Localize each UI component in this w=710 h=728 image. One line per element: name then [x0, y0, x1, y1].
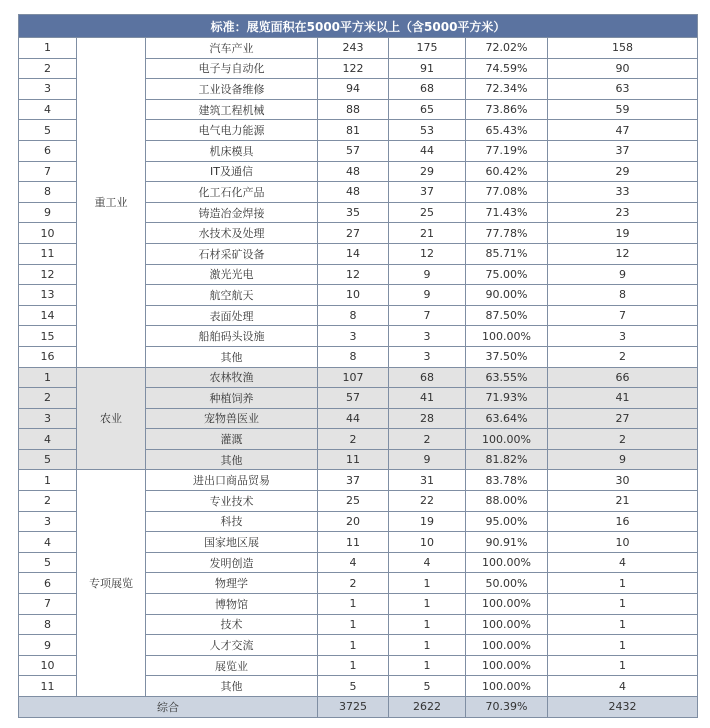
percentage: 100.00% — [466, 635, 548, 656]
percentage: 71.43% — [466, 202, 548, 223]
percentage: 72.34% — [466, 79, 548, 100]
value-b: 12 — [389, 243, 466, 264]
value-a: 3 — [318, 326, 389, 347]
value-b: 9 — [389, 285, 466, 306]
percentage: 71.93% — [466, 388, 548, 409]
value-b: 2 — [389, 429, 466, 450]
category-cell: 专项展览 — [77, 470, 146, 697]
value-a: 107 — [318, 367, 389, 388]
industry-name: 水技术及处理 — [146, 223, 318, 244]
industry-name: 技术 — [146, 614, 318, 635]
percentage: 100.00% — [466, 429, 548, 450]
value-c: 12 — [548, 243, 698, 264]
percentage: 65.43% — [466, 120, 548, 141]
value-b: 4 — [389, 552, 466, 573]
value-a: 5 — [318, 676, 389, 697]
row-number: 4 — [19, 429, 77, 450]
row-number: 2 — [19, 491, 77, 512]
value-b: 21 — [389, 223, 466, 244]
percentage: 73.86% — [466, 99, 548, 120]
percentage: 63.64% — [466, 408, 548, 429]
percentage: 74.59% — [466, 58, 548, 79]
row-number: 3 — [19, 408, 77, 429]
row-number: 1 — [19, 367, 77, 388]
percentage: 83.78% — [466, 470, 548, 491]
percentage: 95.00% — [466, 511, 548, 532]
value-c: 63 — [548, 79, 698, 100]
table-title: 标准：展览面积在5000平方米以上（含5000平方米） — [19, 15, 698, 38]
value-a: 35 — [318, 202, 389, 223]
value-b: 1 — [389, 655, 466, 676]
value-c: 3 — [548, 326, 698, 347]
row-number: 12 — [19, 264, 77, 285]
value-c: 1 — [548, 635, 698, 656]
total-value-c: 2432 — [548, 697, 698, 718]
row-number: 9 — [19, 202, 77, 223]
value-a: 25 — [318, 491, 389, 512]
value-a: 14 — [318, 243, 389, 264]
percentage: 77.19% — [466, 140, 548, 161]
industry-name: 展览业 — [146, 655, 318, 676]
value-c: 30 — [548, 470, 698, 491]
row-number: 7 — [19, 594, 77, 615]
industry-name: 铸造冶金焊接 — [146, 202, 318, 223]
value-c: 2 — [548, 346, 698, 367]
percentage: 77.78% — [466, 223, 548, 244]
row-number: 1 — [19, 38, 77, 59]
value-b: 41 — [389, 388, 466, 409]
exhibition-statistics-table — [18, 14, 698, 718]
value-a: 11 — [318, 449, 389, 470]
row-number: 13 — [19, 285, 77, 306]
row-number: 10 — [19, 223, 77, 244]
value-a: 122 — [318, 58, 389, 79]
value-c: 59 — [548, 99, 698, 120]
value-c: 8 — [548, 285, 698, 306]
total-percentage: 70.39% — [466, 697, 548, 718]
value-c: 4 — [548, 676, 698, 697]
row-number: 11 — [19, 243, 77, 264]
row-number: 6 — [19, 140, 77, 161]
industry-name: 博物馆 — [146, 594, 318, 615]
value-c: 37 — [548, 140, 698, 161]
value-c: 7 — [548, 305, 698, 326]
value-c: 10 — [548, 532, 698, 553]
value-b: 175 — [389, 38, 466, 59]
value-b: 37 — [389, 182, 466, 203]
value-a: 4 — [318, 552, 389, 573]
value-c: 66 — [548, 367, 698, 388]
total-value-a: 3725 — [318, 697, 389, 718]
row-number: 2 — [19, 388, 77, 409]
percentage: 37.50% — [466, 346, 548, 367]
row-number: 11 — [19, 676, 77, 697]
percentage: 81.82% — [466, 449, 548, 470]
value-a: 48 — [318, 182, 389, 203]
table-title-row — [19, 15, 698, 38]
value-c: 1 — [548, 573, 698, 594]
industry-name: 物理学 — [146, 573, 318, 594]
percentage: 85.71% — [466, 243, 548, 264]
industry-name: 灌溉 — [146, 429, 318, 450]
value-b: 28 — [389, 408, 466, 429]
total-row — [19, 697, 698, 718]
industry-name: 其他 — [146, 676, 318, 697]
value-b: 10 — [389, 532, 466, 553]
value-a: 81 — [318, 120, 389, 141]
value-b: 31 — [389, 470, 466, 491]
value-c: 4 — [548, 552, 698, 573]
percentage: 63.55% — [466, 367, 548, 388]
row-number: 8 — [19, 614, 77, 635]
industry-name: 种植饲养 — [146, 388, 318, 409]
value-a: 44 — [318, 408, 389, 429]
value-a: 8 — [318, 346, 389, 367]
percentage: 100.00% — [466, 594, 548, 615]
industry-name: 电子与自动化 — [146, 58, 318, 79]
value-c: 27 — [548, 408, 698, 429]
value-b: 1 — [389, 614, 466, 635]
industry-name: 科技 — [146, 511, 318, 532]
row-number: 3 — [19, 511, 77, 532]
value-c: 41 — [548, 388, 698, 409]
value-a: 20 — [318, 511, 389, 532]
value-a: 2 — [318, 429, 389, 450]
value-c: 90 — [548, 58, 698, 79]
value-c: 23 — [548, 202, 698, 223]
value-a: 1 — [318, 614, 389, 635]
value-c: 1 — [548, 655, 698, 676]
percentage: 100.00% — [466, 655, 548, 676]
value-a: 88 — [318, 99, 389, 120]
percentage: 88.00% — [466, 491, 548, 512]
value-b: 68 — [389, 367, 466, 388]
percentage: 90.00% — [466, 285, 548, 306]
industry-name: 进出口商品贸易 — [146, 470, 318, 491]
table-row — [19, 470, 698, 491]
value-b: 68 — [389, 79, 466, 100]
value-c: 19 — [548, 223, 698, 244]
industry-name: 汽车产业 — [146, 38, 318, 59]
value-c: 9 — [548, 264, 698, 285]
industry-name: 表面处理 — [146, 305, 318, 326]
value-a: 2 — [318, 573, 389, 594]
percentage: 50.00% — [466, 573, 548, 594]
value-b: 3 — [389, 346, 466, 367]
industry-name: 农林牧渔 — [146, 367, 318, 388]
value-a: 11 — [318, 532, 389, 553]
value-a: 57 — [318, 140, 389, 161]
row-number: 14 — [19, 305, 77, 326]
industry-name: 建筑工程机械 — [146, 99, 318, 120]
row-number: 1 — [19, 470, 77, 491]
row-number: 5 — [19, 120, 77, 141]
value-a: 10 — [318, 285, 389, 306]
industry-name: 宠物兽医业 — [146, 408, 318, 429]
value-b: 91 — [389, 58, 466, 79]
value-b: 7 — [389, 305, 466, 326]
value-c: 1 — [548, 594, 698, 615]
row-number: 9 — [19, 635, 77, 656]
category-cell: 重工业 — [77, 38, 146, 368]
row-number: 5 — [19, 552, 77, 573]
industry-name: 其他 — [146, 346, 318, 367]
value-b: 1 — [389, 635, 466, 656]
row-number: 10 — [19, 655, 77, 676]
industry-name: 工业设备维修 — [146, 79, 318, 100]
industry-name: 国家地区展 — [146, 532, 318, 553]
percentage: 60.42% — [466, 161, 548, 182]
percentage: 100.00% — [466, 552, 548, 573]
percentage: 77.08% — [466, 182, 548, 203]
table-row — [19, 38, 698, 59]
value-a: 27 — [318, 223, 389, 244]
value-b: 53 — [389, 120, 466, 141]
value-b: 3 — [389, 326, 466, 347]
industry-name: 发明创造 — [146, 552, 318, 573]
row-number: 15 — [19, 326, 77, 347]
value-c: 33 — [548, 182, 698, 203]
row-number: 16 — [19, 346, 77, 367]
percentage: 75.00% — [466, 264, 548, 285]
value-b: 25 — [389, 202, 466, 223]
value-a: 243 — [318, 38, 389, 59]
value-a: 57 — [318, 388, 389, 409]
value-a: 1 — [318, 594, 389, 615]
industry-name: 化工石化产品 — [146, 182, 318, 203]
value-c: 1 — [548, 614, 698, 635]
value-a: 1 — [318, 655, 389, 676]
row-number: 7 — [19, 161, 77, 182]
value-a: 37 — [318, 470, 389, 491]
total-value-b: 2622 — [389, 697, 466, 718]
industry-name: IT及通信 — [146, 161, 318, 182]
value-b: 9 — [389, 449, 466, 470]
value-c: 29 — [548, 161, 698, 182]
row-number: 8 — [19, 182, 77, 203]
value-a: 12 — [318, 264, 389, 285]
percentage: 100.00% — [466, 326, 548, 347]
value-b: 19 — [389, 511, 466, 532]
row-number: 3 — [19, 79, 77, 100]
value-b: 22 — [389, 491, 466, 512]
value-a: 1 — [318, 635, 389, 656]
industry-name: 船舶码头设施 — [146, 326, 318, 347]
value-c: 16 — [548, 511, 698, 532]
value-b: 44 — [389, 140, 466, 161]
percentage: 87.50% — [466, 305, 548, 326]
industry-name: 人才交流 — [146, 635, 318, 656]
percentage: 90.91% — [466, 532, 548, 553]
total-label: 综合 — [19, 697, 318, 718]
percentage: 100.00% — [466, 614, 548, 635]
value-b: 29 — [389, 161, 466, 182]
row-number: 5 — [19, 449, 77, 470]
category-cell: 农业 — [77, 367, 146, 470]
value-b: 9 — [389, 264, 466, 285]
value-b: 1 — [389, 594, 466, 615]
value-b: 1 — [389, 573, 466, 594]
value-c: 47 — [548, 120, 698, 141]
value-c: 2 — [548, 429, 698, 450]
table-row — [19, 367, 698, 388]
percentage: 72.02% — [466, 38, 548, 59]
value-c: 21 — [548, 491, 698, 512]
value-b: 5 — [389, 676, 466, 697]
industry-name: 电气电力能源 — [146, 120, 318, 141]
industry-name: 激光光电 — [146, 264, 318, 285]
value-c: 9 — [548, 449, 698, 470]
percentage: 100.00% — [466, 676, 548, 697]
value-b: 65 — [389, 99, 466, 120]
industry-name: 其他 — [146, 449, 318, 470]
row-number: 4 — [19, 532, 77, 553]
row-number: 4 — [19, 99, 77, 120]
industry-name: 石材采矿设备 — [146, 243, 318, 264]
industry-name: 专业技术 — [146, 491, 318, 512]
value-a: 48 — [318, 161, 389, 182]
value-a: 94 — [318, 79, 389, 100]
row-number: 2 — [19, 58, 77, 79]
industry-name: 机床模具 — [146, 140, 318, 161]
value-a: 8 — [318, 305, 389, 326]
value-c: 158 — [548, 38, 698, 59]
row-number: 6 — [19, 573, 77, 594]
industry-name: 航空航天 — [146, 285, 318, 306]
